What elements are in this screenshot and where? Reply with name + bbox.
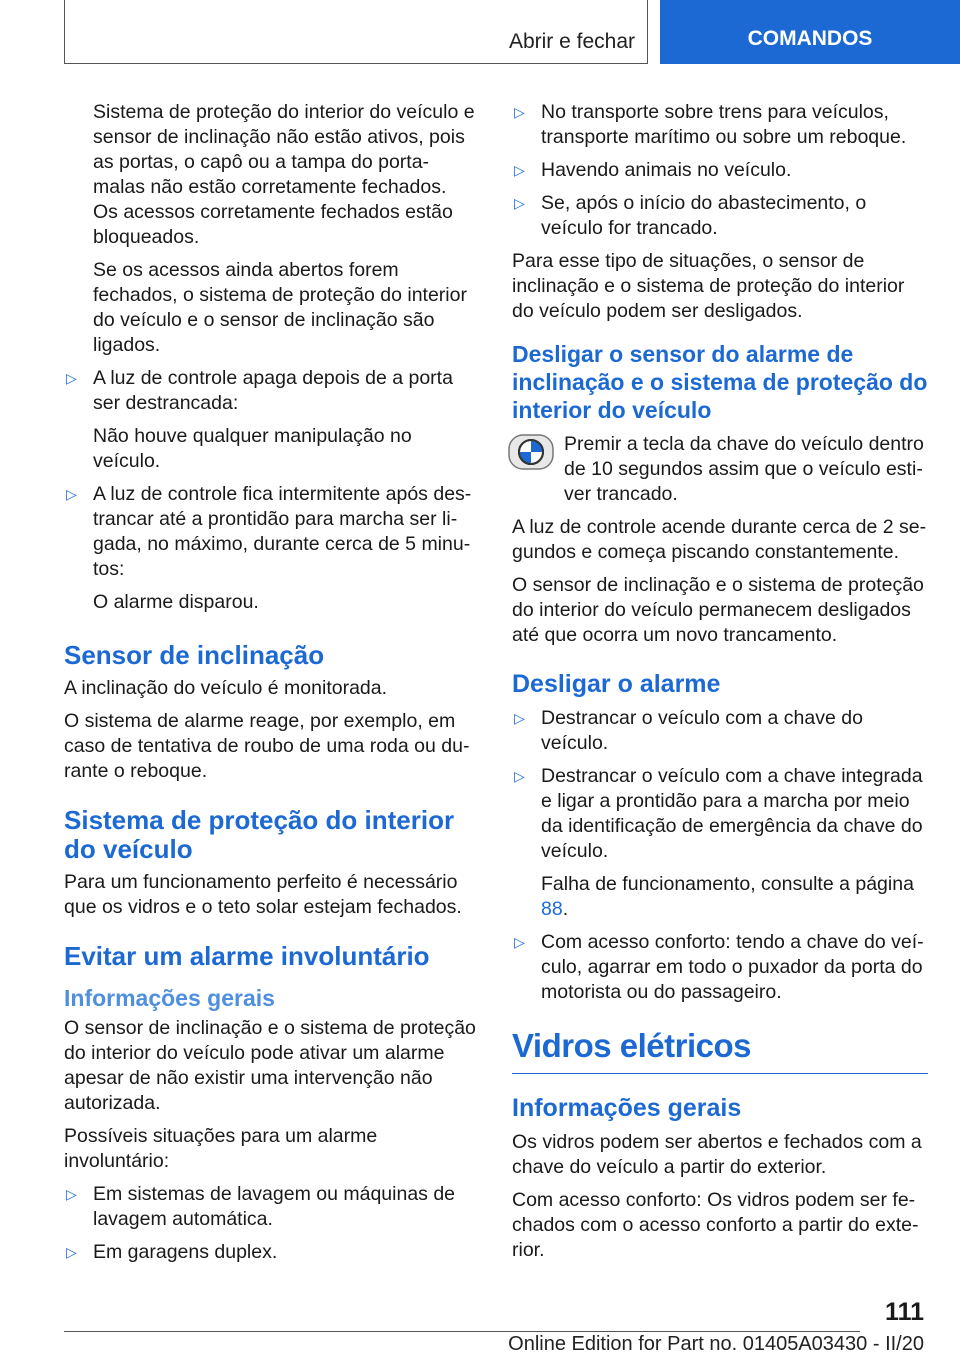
paragraph: Possíveis situações para um alarme involuntário: <box>64 1125 378 1172</box>
paragraph: Com acesso conforto: Os vidros podem ser fechados com o acesso conforto a partir do exterior. <box>512 1189 919 1261</box>
list-item: ▷ Em sistemas de lavagem ou máquinas de lavagem automática. <box>66 1183 456 1230</box>
paragraph: O sensor de inclinação e o sistema de proteção do interior do veículo permanecem desligados até que ocorra um novo trancamento. <box>512 574 924 646</box>
footer-divider <box>64 1331 860 1332</box>
heading-desligar-sensor: Desligar o sensor do alarme de inclinação e o sistema de proteção do interior do veículo <box>512 341 928 423</box>
list-item: ▷ No transporte sobre trens para veículos, transporte marítimo ou sobre um reboque. <box>514 101 907 148</box>
heading-info-2: Informações gerais <box>512 1094 742 1122</box>
bullet-triangle-icon: ▷ <box>66 1186 77 1202</box>
paragraph: Se os acessos ainda abertos forem fechados, o sistema de proteção do interior do veículo e o sensor de inclinação são ligados. <box>93 259 467 356</box>
heading-sensor: Sensor de inclinação <box>64 640 325 670</box>
list-item: ▷ A luz de controle apaga depois de a porta ser destrancada: <box>66 367 453 414</box>
right-column <box>512 100 928 1271</box>
bullet-triangle-icon: ▷ <box>514 768 525 784</box>
paragraph: Os vidros podem ser abertos e fechados com a chave do veículo a partir do exterior. <box>512 1131 922 1178</box>
left-column <box>64 100 476 1273</box>
paragraph: Não houve qualquer manipulação no veículo. <box>93 425 412 472</box>
section-title: Abrir e fechar <box>508 30 635 53</box>
list-item: ▷ Havendo animais no veículo. <box>514 159 792 181</box>
heading-info: Informações gerais <box>64 985 275 1011</box>
bullet-triangle-icon: ▷ <box>514 162 525 178</box>
paragraph: Para esse tipo de situações, o sensor de inclinação e o sistema de proteção do interior do veículo podem ser desligados. <box>512 250 905 322</box>
list-item: ▷ Com acesso conforto: tendo a chave do veículo, agarrar em todo o puxador da porta do motorista ou do passageiro. <box>514 931 924 1003</box>
heading-interior: Sistema de proteção do interior do veículo <box>64 805 455 864</box>
page-link[interactable]: 88 <box>541 898 563 920</box>
bullet-triangle-icon: ▷ <box>514 195 525 211</box>
list-item: ▷ Se, após o início do abastecimento, o veículo for trancado. <box>514 192 867 239</box>
list-item: ▷ Em garagens duplex. <box>66 1241 278 1263</box>
paragraph: Falha de funcionamento, consulte a página 88. <box>541 873 914 920</box>
page-number: 111 <box>885 1298 924 1326</box>
bullet-triangle-icon: ▷ <box>66 370 77 386</box>
paragraph: O alarme disparou. <box>93 591 259 613</box>
list-item: ▷ Destrancar o veículo com a chave integrada e ligar a prontidão para a marcha por meio da identificação de emergência da chave do veículo. <box>514 765 923 862</box>
paragraph: A luz de controle acende durante cerca de 2 segundos e começa piscando constantemente. <box>512 516 927 563</box>
paragraph: Para um funcionamento perfeito é necessário que os vidros e o teto solar estejam fechados. <box>64 871 462 918</box>
paragraph: O sensor de inclinação e o sistema de proteção do interior do veículo pode ativar um alarme apesar de não existir uma intervenção não autorizada. <box>64 1017 476 1114</box>
footer-edition: Online Edition for Part no. 01405A03430 - II/20 <box>508 1333 924 1355</box>
heading-desligar-alarme: Desligar o alarme <box>512 670 721 698</box>
heading-evitar: Evitar um alarme involuntário <box>64 941 430 971</box>
paragraph: Sistema de proteção do interior do veículo e sensor de inclinação não estão ativos, pois as portas, o capô ou a tampa do porta-malas não estão corretamente fechados. Os acessos corretamente fechados estão bloqueados. <box>93 101 475 248</box>
heading-vidros: Vidros elétricos <box>512 1027 928 1074</box>
header-frame <box>64 0 648 64</box>
bullet-triangle-icon: ▷ <box>514 934 525 950</box>
paragraph: O sistema de alarme reage, por exemplo, em caso de tentativa de roubo de uma roda ou durante o reboque. <box>64 710 470 782</box>
list-item: ▷ A luz de controle fica intermitente após destrancar até a prontidão para marcha ser ligada, no máximo, durante cerca de 5 minutos: <box>66 483 472 580</box>
bullet-triangle-icon: ▷ <box>514 104 525 120</box>
bullet-triangle-icon: ▷ <box>66 1244 77 1260</box>
chapter-tab[interactable]: COMANDOS <box>660 0 960 64</box>
car-key-icon <box>508 434 554 470</box>
bullet-triangle-icon: ▷ <box>66 486 77 502</box>
list-item: ▷ Destrancar o veículo com a chave do veículo. <box>514 707 863 754</box>
key-instruction: Premir a tecla da chave do veículo dentro de 10 segundos assim que o veículo estiver trancado. <box>512 432 928 507</box>
bullet-triangle-icon: ▷ <box>514 710 525 726</box>
paragraph: A inclinação do veículo é monitorada. <box>64 677 388 699</box>
